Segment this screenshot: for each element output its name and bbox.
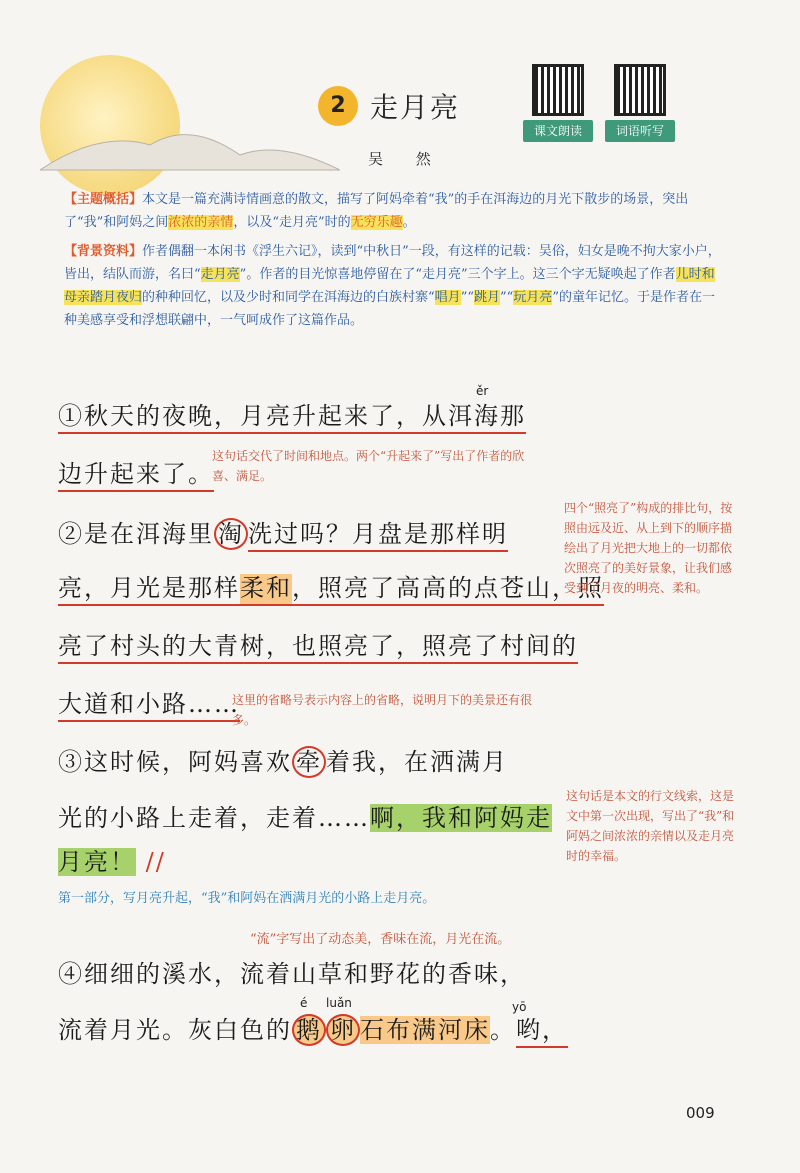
mountain-illustration <box>40 110 340 180</box>
pinyin: é <box>300 996 308 1010</box>
background-info: 【背景资料】作者偶翻一本闲书《浮生六记》，读到“中秋日”一段，有这样的记载：吴俗，妇女是晚不拘大家小户，皆出，结队而游，名曰“走月亮”。作者的目光惊喜地停留在了“走月亮”三个字上。这三个字无疑唤起了作者儿时和母亲踏月夜归的种种回忆，以及少时和同学在洱海边的白族村寨“唱月”“跳月”“玩月亮”的童年记忆。于是作者在一种美感享受和浮想联翩中，一气呵成作了这篇作品。 <box>64 244 721 328</box>
author: 吴 然 <box>368 150 445 168</box>
annotation-note: “流”字写出了动态美，香味在流，月光在流。 <box>250 932 511 947</box>
qr-label-reading[interactable]: 课文朗读 <box>523 120 593 142</box>
section-summary: 第一部分，写月亮升起，“我”和阿妈在洒满月光的小路上走月亮。 <box>58 891 436 906</box>
paragraph-4-line-2: 流着月光。灰白色的 鹅 卵 石布满河床。哟， <box>58 1014 568 1046</box>
paragraph-1-line-2: 边升起来了。 <box>58 458 214 490</box>
paragraph-2-line-4: 大道和小路…… <box>58 688 240 720</box>
qr-label-dictation[interactable]: 词语听写 <box>605 120 675 142</box>
lesson-title: 走月亮 <box>370 91 461 124</box>
annotation-note: 这里的省略号表示内容上的省略，说明月下的美景还有很多。 <box>232 693 533 727</box>
paragraph-1-line-1: ①秋天的夜晚，月亮升起来了，从洱海那 <box>58 400 526 432</box>
pinyin: ěr <box>476 384 489 398</box>
pinyin: luǎn <box>326 996 352 1010</box>
qr-code-icon[interactable] <box>532 64 584 116</box>
paragraph-4-line-1: ④细细的溪水，流着山草和野花的香味， <box>58 960 526 988</box>
annotation-note: 这句话是本文的行文线索，这是文中第一次出现，写出了“我”和阿妈之间浓浓的亲情以及走月亮时的幸福。 <box>566 789 735 863</box>
paragraph-3-line-1: ③这时候，阿妈喜欢 牵 着我，在洒满月 <box>58 748 508 776</box>
page-number: 009 <box>686 1104 715 1122</box>
paragraph-2-line-1: ②是在洱海里 淘 洗过吗？月盘是那样明 <box>58 518 508 550</box>
lesson-number-badge: 2 <box>318 86 358 126</box>
theme-summary: 【主题概括】本文是一篇充满诗情画意的散文，描写了阿妈牵着“我”的手在洱海边的月光下散步的场景，突出了“我”和阿妈之间浓浓的亲情，以及“走月亮”时的无穷乐趣。 <box>64 192 689 230</box>
pinyin: yō <box>512 1000 527 1014</box>
annotation-note: 四个“照亮了”构成的排比句，按照由远及近、从上到下的顺序描绘出了月光把大地上的一切都依次照亮了的美好景象，让我们感受到了月夜的明亮、柔和。 <box>564 501 733 595</box>
qr-code-icon[interactable] <box>614 64 666 116</box>
paragraph-3-line-2: 光的小路上走着，走着……啊，我和阿妈走 <box>58 804 552 832</box>
paragraph-2-line-2: 亮，月光是那样柔和，照亮了高高的点苍山，照 <box>58 572 604 604</box>
paragraph-2-line-3: 亮了村头的大青树，也照亮了，照亮了村间的 <box>58 630 578 662</box>
paragraph-3-line-3: 月亮！ // <box>58 848 166 876</box>
annotation-note: 这句话交代了时间和地点。两个“升起来了”写出了作者的欣喜、满足。 <box>212 449 525 483</box>
